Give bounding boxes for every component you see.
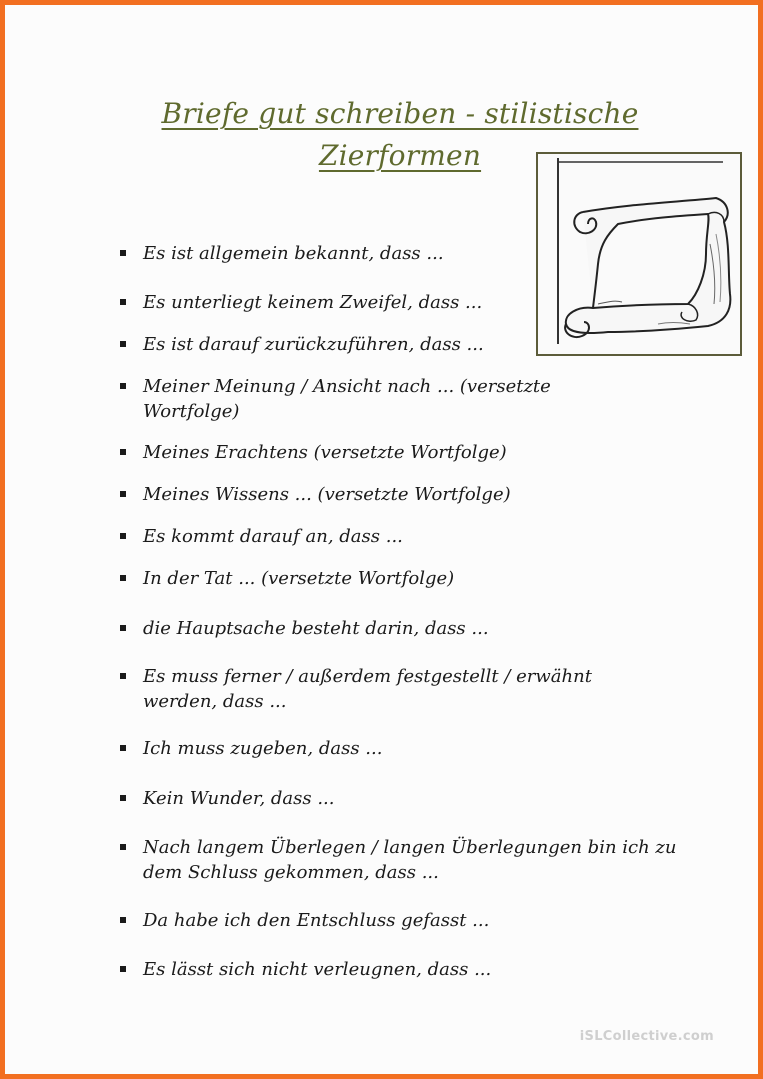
list-item-text: Meines Wissens ... (versetzte Wortfolge) xyxy=(143,484,511,505)
square-bullet-icon xyxy=(120,795,126,801)
square-bullet-icon xyxy=(120,491,126,497)
title-line-2: Zierformen xyxy=(318,139,482,172)
square-bullet-icon xyxy=(120,625,126,631)
list-item-text: Meines Erachtens (versetzte Wortfolge) xyxy=(143,442,507,463)
list-item-text: Es ist allgemein bekannt, dass ... xyxy=(143,243,444,264)
list-item-text: Es ist darauf zurückzuführen, dass ... xyxy=(143,334,484,355)
square-bullet-icon xyxy=(120,844,126,850)
list-item xyxy=(143,241,683,266)
square-bullet-icon xyxy=(120,383,126,389)
list-item xyxy=(143,616,683,641)
list-item-text: Nach langem Überlegen / langen Überlegungen bin ich zu dem Schluss gekommen, dass ... xyxy=(143,837,677,883)
square-bullet-icon xyxy=(120,533,126,539)
list-item xyxy=(143,332,683,357)
square-bullet-icon xyxy=(120,299,126,305)
list-item-text: Kein Wunder, dass ... xyxy=(143,788,335,809)
list-item xyxy=(143,835,683,885)
title-line-1: Briefe gut schreiben - stilistische xyxy=(161,97,639,130)
list-item-text: Es kommt darauf an, dass ... xyxy=(143,526,403,547)
square-bullet-icon xyxy=(120,745,126,751)
list-item-text: Da habe ich den Entschluss gefasst ... xyxy=(143,910,490,931)
list-item xyxy=(143,957,683,982)
square-bullet-icon xyxy=(120,341,126,347)
list-item-text: die Hauptsache besteht darin, dass ... xyxy=(143,618,489,639)
list-item-text: In der Tat ... (versetzte Wortfolge) xyxy=(143,568,455,589)
list-item xyxy=(143,524,683,549)
list-item xyxy=(143,290,683,315)
list-item-text: Es muss ferner / außerdem festgestellt / erwähnt werden, dass ... xyxy=(143,666,592,712)
list-item xyxy=(143,908,683,933)
list-item xyxy=(143,566,683,591)
list-item-text: Es lässt sich nicht verleugnen, dass ... xyxy=(143,959,492,980)
square-bullet-icon xyxy=(120,917,126,923)
list-item xyxy=(143,736,683,761)
list-item xyxy=(143,482,683,507)
square-bullet-icon xyxy=(120,449,126,455)
list-item-text: Meiner Meinung / Ansicht nach ... (versetzte Wortfolge) xyxy=(143,376,551,422)
watermark-logo: iSLCollective.com xyxy=(579,1029,714,1044)
list-item xyxy=(143,374,683,424)
list-item xyxy=(143,786,683,811)
list-item xyxy=(143,440,683,465)
square-bullet-icon xyxy=(120,673,126,679)
square-bullet-icon xyxy=(120,575,126,581)
list-item-text: Es unterliegt keinem Zweifel, dass ... xyxy=(143,292,483,313)
list-item-text: Ich muss zugeben, dass ... xyxy=(143,738,383,759)
square-bullet-icon xyxy=(120,966,126,972)
list-item xyxy=(143,664,683,714)
square-bullet-icon xyxy=(120,250,126,256)
